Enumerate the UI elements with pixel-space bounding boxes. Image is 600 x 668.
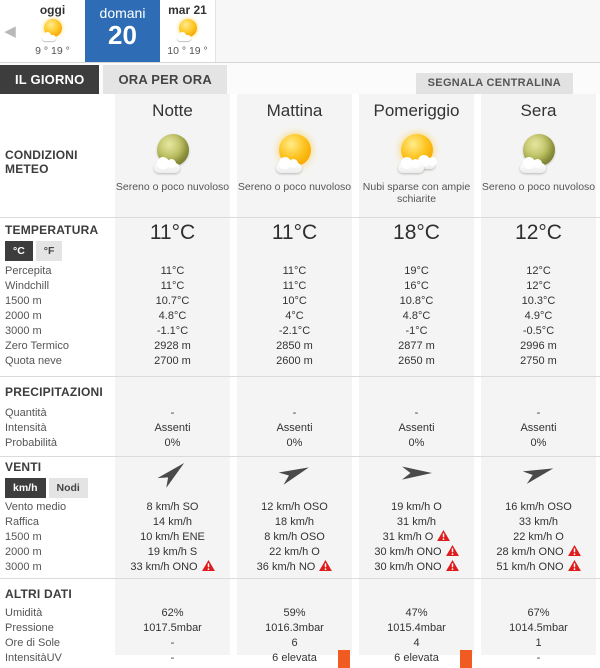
value-cell: Assenti — [398, 421, 435, 434]
value-cell: 0% — [530, 436, 547, 449]
fahrenheit-toggle-button[interactable]: °F — [36, 241, 63, 261]
day-temps: 9 ° 19 ° — [35, 45, 70, 57]
day-bar-filler — [215, 0, 600, 62]
wind-direction-arrow-icon — [402, 465, 432, 481]
warning-triangle-icon — [437, 530, 450, 541]
row-label: Probabilità — [5, 436, 57, 449]
wind-direction-cell — [237, 457, 359, 484]
value-cell: - — [536, 406, 541, 419]
value-cell: 19 km/h S — [147, 545, 198, 558]
value-cell: 1015.4mbar — [387, 621, 446, 634]
value-cell: 22 km/h O — [513, 530, 564, 543]
table-row — [0, 635, 600, 650]
table-row — [0, 605, 600, 620]
moon-cloud-icon — [149, 132, 197, 178]
value-cell: 16 km/h OSO — [505, 500, 572, 513]
row-label: Quota neve — [5, 354, 62, 367]
row-label: 3000 m — [5, 324, 42, 337]
table-row — [0, 338, 600, 353]
row-label: Quantità — [5, 406, 47, 419]
value-cell: 8 km/h SO — [146, 500, 199, 513]
warning-triangle-icon — [319, 560, 332, 571]
column-header-pomeriggio: Pomeriggio — [373, 101, 460, 120]
precipitation-rows — [0, 405, 600, 450]
sun-clouds-icon — [393, 132, 441, 178]
value-cell: 36 km/h NO — [237, 560, 359, 573]
knots-toggle-button[interactable]: Nodi — [49, 478, 88, 498]
kmh-toggle-button[interactable]: km/h — [5, 478, 46, 498]
sun-cloud-icon — [175, 18, 201, 44]
value-cell: 62% — [161, 606, 184, 619]
row-label — [0, 457, 115, 498]
sun-cloud-icon — [271, 132, 319, 178]
table-row — [0, 278, 600, 293]
row-label: Pressione — [5, 621, 54, 634]
wind-direction-cell — [481, 457, 596, 484]
row-label: 1500 m — [5, 294, 42, 307]
value-cell: 1014.5mbar — [509, 621, 568, 634]
day-selector-bar — [0, 0, 600, 63]
day-tile-mar-21[interactable] — [160, 0, 215, 62]
value-cell: 18 km/h — [274, 515, 315, 528]
table-row — [0, 420, 600, 435]
row-label: Zero Termico — [5, 339, 69, 352]
section-venti — [0, 456, 600, 578]
temperature-unit-toggle — [5, 241, 115, 261]
value-cell: 67% — [527, 606, 550, 619]
value-cell: 4.8°C — [402, 309, 431, 322]
value-cell: 19 km/h O — [391, 500, 442, 513]
value-cell: - — [170, 636, 175, 649]
row-label — [0, 218, 115, 261]
section-label-condizioni: CONDIZIONI METEO — [5, 148, 78, 176]
day-label: mar 21 — [168, 3, 207, 17]
value-cell: -2.1°C — [278, 324, 311, 337]
value-cell: 6 — [291, 636, 298, 649]
value-cell: 2650 m — [398, 354, 435, 367]
condition-description: Sereno o poco nuvoloso — [237, 181, 352, 193]
temperature-header-row — [0, 218, 600, 263]
value-cell: 47% — [405, 606, 428, 619]
condition-cell — [481, 128, 596, 193]
value-cell: 6 elevata — [359, 652, 481, 664]
row-label: Vento medio — [5, 500, 67, 513]
value-cell: - — [292, 406, 297, 419]
value-cell: 14 km/h — [152, 515, 193, 528]
tab-ora-per-ora[interactable]: ORA PER ORA — [103, 65, 226, 94]
value-cell: Assenti — [520, 421, 557, 434]
value-cell: 31 km/h — [396, 515, 437, 528]
temperature-rows — [0, 263, 600, 368]
main-temperature: 11°C — [149, 221, 196, 244]
value-cell: 2928 m — [154, 339, 191, 352]
row-label: Ore di Sole — [5, 636, 61, 649]
value-cell: 11°C — [160, 279, 185, 292]
moon-cloud-icon — [515, 132, 563, 178]
uv-intensity-bar — [460, 650, 472, 668]
value-cell: 4.8°C — [158, 309, 187, 322]
section-label-altri-dati: ALTRI DATI — [5, 587, 72, 601]
row-label: 2000 m — [5, 545, 42, 558]
row-label: Windchill — [5, 279, 50, 292]
main-temperature: 12°C — [515, 221, 562, 244]
day-label: domani — [99, 5, 146, 21]
wind-direction-cell — [115, 457, 237, 484]
value-cell: 11°C — [282, 264, 307, 277]
other-data-rows — [0, 605, 600, 665]
section-label-venti: VENTI — [5, 460, 42, 474]
day-label: oggi — [39, 3, 66, 17]
day-tile-domani[interactable] — [85, 0, 160, 62]
value-cell: 33 km/h ONO — [115, 560, 237, 573]
section-precipitazioni — [0, 376, 600, 456]
value-cell: - — [536, 651, 541, 664]
value-cell: 51 km/h ONO — [481, 560, 596, 573]
table-row — [0, 529, 600, 544]
table-row — [0, 620, 600, 635]
wind-direction-arrow-icon — [522, 461, 555, 485]
row-label: Percepita — [5, 264, 52, 277]
value-cell: 10 km/h ENE — [140, 530, 205, 543]
tab-il-giorno[interactable]: IL GIORNO — [0, 65, 99, 94]
condition-description: Sereno o poco nuvoloso — [115, 181, 230, 193]
value-cell: 2877 m — [398, 339, 435, 352]
value-cell: 1 — [535, 636, 542, 649]
view-tabs — [0, 63, 600, 94]
value-cell: 2700 m — [154, 354, 191, 367]
row-label: IntensitàUV — [5, 651, 62, 664]
other-data-header-row — [0, 579, 600, 601]
segnala-centralina-button[interactable]: SEGNALA CENTRALINA — [416, 73, 573, 94]
forecast-table — [0, 94, 600, 664]
value-cell: Assenti — [276, 421, 313, 434]
conditions-row — [0, 128, 600, 217]
value-cell: 22 km/h O — [269, 545, 320, 558]
value-cell: -1.1°C — [156, 324, 189, 337]
table-row — [0, 514, 600, 529]
wind-unit-toggle — [5, 478, 115, 498]
value-cell: 11°C — [160, 264, 185, 277]
table-row — [0, 499, 600, 514]
value-cell: 2996 m — [520, 339, 557, 352]
column-header-notte: Notte — [152, 101, 193, 120]
row-label: Intensità — [5, 421, 47, 434]
value-cell: -1°C — [405, 324, 428, 337]
value-cell: 1016.3mbar — [265, 621, 324, 634]
condition-cell — [115, 128, 237, 193]
table-row — [0, 323, 600, 338]
value-cell: 11°C — [282, 279, 307, 292]
table-row — [0, 544, 600, 559]
table-row — [0, 293, 600, 308]
column-header-sera: Sera — [520, 101, 557, 120]
value-cell: 12°C — [526, 264, 551, 277]
day-temps: 10 ° 19 ° — [167, 45, 208, 57]
day-date: 20 — [108, 20, 137, 50]
wind-header-row — [0, 457, 600, 499]
uv-intensity-bar — [338, 650, 350, 668]
value-cell: 19°C — [404, 264, 429, 277]
value-cell: -0.5°C — [522, 324, 555, 337]
row-label: 1500 m — [5, 530, 42, 543]
value-cell: 10.3°C — [521, 294, 556, 307]
table-row — [0, 405, 600, 420]
wind-direction-cell — [359, 457, 481, 484]
section-label-temperatura: TEMPERATURA — [5, 223, 99, 237]
condition-description: Sereno o poco nuvoloso — [481, 181, 596, 193]
row-label: Umidità — [5, 606, 43, 619]
value-cell: 12 km/h OSO — [261, 500, 328, 513]
value-cell: 2850 m — [276, 339, 313, 352]
value-cell: 2600 m — [276, 354, 313, 367]
day-tile-oggi[interactable] — [20, 0, 85, 62]
celsius-toggle-button[interactable]: °C — [5, 241, 33, 261]
condition-description: Nubi sparse con ampie schiarite — [362, 181, 471, 205]
value-cell: 12°C — [526, 279, 551, 292]
value-cell: 0% — [408, 436, 425, 449]
table-row — [0, 435, 600, 450]
wind-rows — [0, 499, 600, 574]
value-cell: 16°C — [404, 279, 429, 292]
value-cell: 4°C — [285, 309, 304, 322]
row-label: 3000 m — [5, 560, 42, 573]
main-temperature: 11°C — [271, 221, 318, 244]
warning-triangle-icon — [568, 545, 581, 556]
value-cell: 2750 m — [520, 354, 557, 367]
warning-triangle-icon — [202, 560, 215, 571]
column-header-row — [0, 94, 600, 128]
warning-triangle-icon — [446, 545, 459, 556]
value-cell: - — [170, 406, 175, 419]
wind-direction-arrow-icon — [156, 457, 189, 489]
value-cell: 33 km/h — [518, 515, 559, 528]
table-row — [0, 353, 600, 368]
value-cell: - — [414, 406, 419, 419]
warning-triangle-icon — [568, 560, 581, 571]
main-temperature: 18°C — [393, 221, 440, 244]
column-header-mattina: Mattina — [266, 101, 323, 120]
value-cell: Assenti — [154, 421, 191, 434]
value-cell: 10°C — [282, 294, 307, 307]
precipitation-header-row — [0, 377, 600, 401]
table-row — [0, 650, 600, 665]
value-cell: 30 km/h ONO — [359, 545, 481, 558]
value-cell: - — [170, 651, 175, 664]
value-cell: 59% — [283, 606, 306, 619]
chevron-left-icon[interactable]: ◀ — [4, 23, 16, 40]
sun-cloud-icon — [40, 18, 66, 44]
condition-cell — [359, 128, 481, 205]
row-label: Raffica — [5, 515, 40, 528]
value-cell: 30 km/h ONO — [359, 560, 481, 573]
section-temperatura — [0, 217, 600, 376]
value-cell: 28 km/h ONO — [481, 545, 596, 558]
value-cell: 0% — [286, 436, 303, 449]
condition-cell — [237, 128, 359, 193]
warning-triangle-icon — [446, 560, 459, 571]
value-cell: 4 — [413, 636, 420, 649]
value-cell: 10.7°C — [155, 294, 190, 307]
value-cell: 10.8°C — [399, 294, 434, 307]
section-altri-dati — [0, 578, 600, 665]
wind-direction-arrow-icon — [278, 460, 312, 486]
table-row — [0, 263, 600, 278]
value-cell: 1017.5mbar — [143, 621, 202, 634]
row-label: 2000 m — [5, 309, 42, 322]
value-cell: 8 km/h OSO — [264, 530, 325, 543]
table-row — [0, 308, 600, 323]
value-cell: 4.9°C — [524, 309, 553, 322]
value-cell: 6 elevata — [237, 652, 359, 664]
table-row — [0, 559, 600, 574]
value-cell: 31 km/h O — [359, 530, 481, 543]
value-cell: 0% — [164, 436, 181, 449]
section-label-precipitazioni: PRECIPITAZIONI — [5, 385, 103, 399]
